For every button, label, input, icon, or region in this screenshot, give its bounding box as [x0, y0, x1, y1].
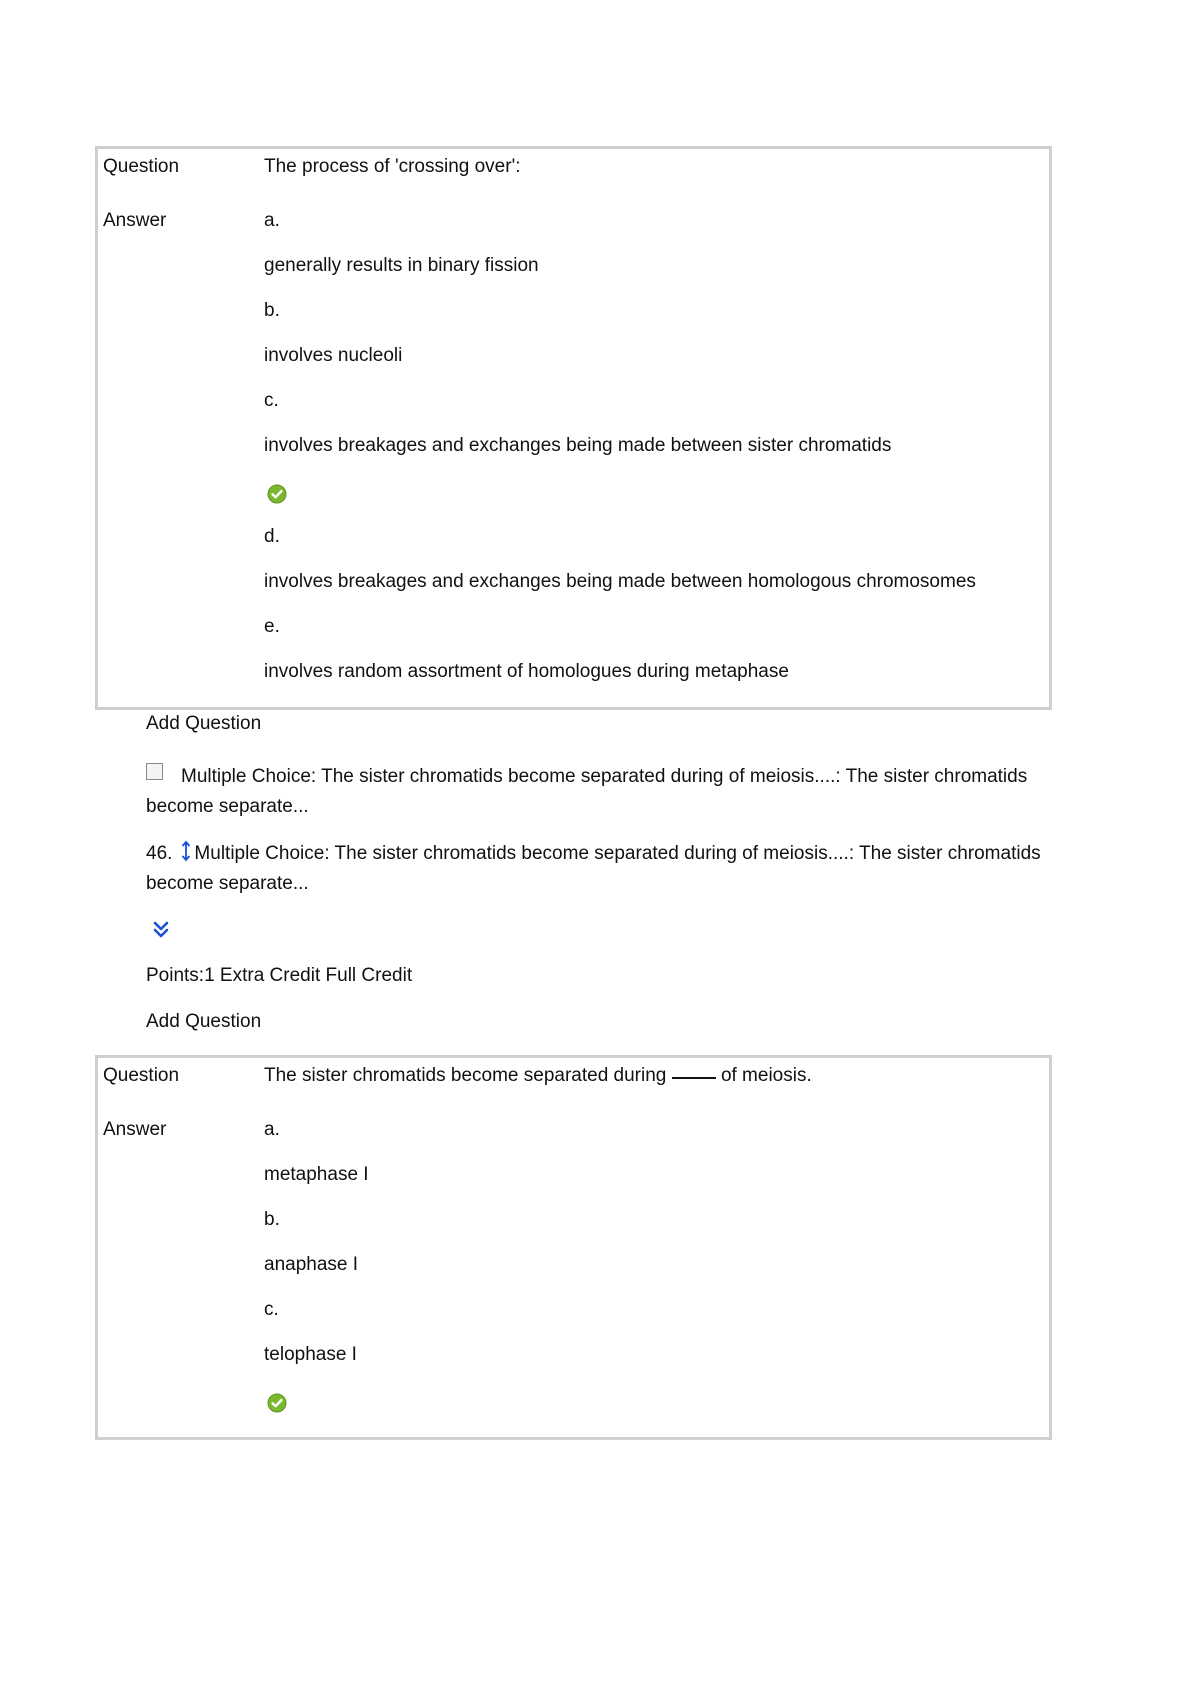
answer-label: Answer	[103, 1119, 167, 1140]
option-text-a: generally results in binary fission	[264, 255, 539, 276]
fill-blank	[672, 1067, 716, 1079]
option-letter-e: e.	[264, 616, 280, 637]
question-label: Question	[103, 156, 180, 177]
option-text-a: metaphase I	[264, 1164, 369, 1185]
check-circle-icon	[267, 484, 287, 504]
question-item-title: Multiple Choice: The sister chromatids become separated during of meiosis....: The sister chromatids become separate...	[146, 766, 1028, 817]
question-item-title: Multiple Choice: The sister chromatids become separated during of meiosis....: The sister chromatids become separate...	[146, 843, 1041, 894]
option-text-c: telophase I	[264, 1344, 357, 1365]
option-text-c: involves breakages and exchanges being made between sister chromatids	[264, 435, 892, 456]
add-question-link[interactable]: Add Question	[146, 713, 262, 734]
question-text-after: of meiosis.	[720, 1065, 812, 1086]
option-letter-c: c.	[264, 390, 279, 411]
question-number: 46.	[146, 843, 173, 864]
option-letter-c: c.	[264, 1299, 279, 1320]
option-letter-d: d.	[264, 526, 280, 547]
question-text	[264, 1065, 812, 1087]
question-box-1	[95, 146, 1052, 710]
option-text-b: involves nucleoli	[264, 345, 403, 366]
check-circle-icon	[267, 1393, 287, 1413]
question-list-item[interactable]	[146, 762, 1091, 822]
question-text-before: The sister chromatids become separated during	[264, 1065, 667, 1086]
add-question-link[interactable]: Add Question	[146, 1011, 262, 1032]
option-letter-a: a.	[264, 1119, 280, 1140]
question-text: The process of 'crossing over':	[264, 156, 521, 177]
option-text-b: anaphase I	[264, 1254, 359, 1275]
question-list-item-46	[146, 839, 1091, 899]
points-line: Points:1 Extra Credit Full Credit	[146, 965, 413, 986]
option-letter-b: b.	[264, 300, 280, 321]
option-text-e: involves random assortment of homologues during metaphase	[264, 661, 789, 682]
reorder-arrow-icon[interactable]	[180, 840, 192, 862]
option-letter-b: b.	[264, 1209, 280, 1230]
expand-chevron-icon[interactable]	[152, 920, 170, 940]
question-box-2	[95, 1055, 1052, 1440]
question-label: Question	[103, 1065, 180, 1086]
answer-label: Answer	[103, 210, 167, 231]
option-letter-a: a.	[264, 210, 280, 231]
option-text-d: involves breakages and exchanges being made between homologous chromosomes	[264, 571, 976, 592]
select-checkbox[interactable]	[146, 763, 163, 780]
